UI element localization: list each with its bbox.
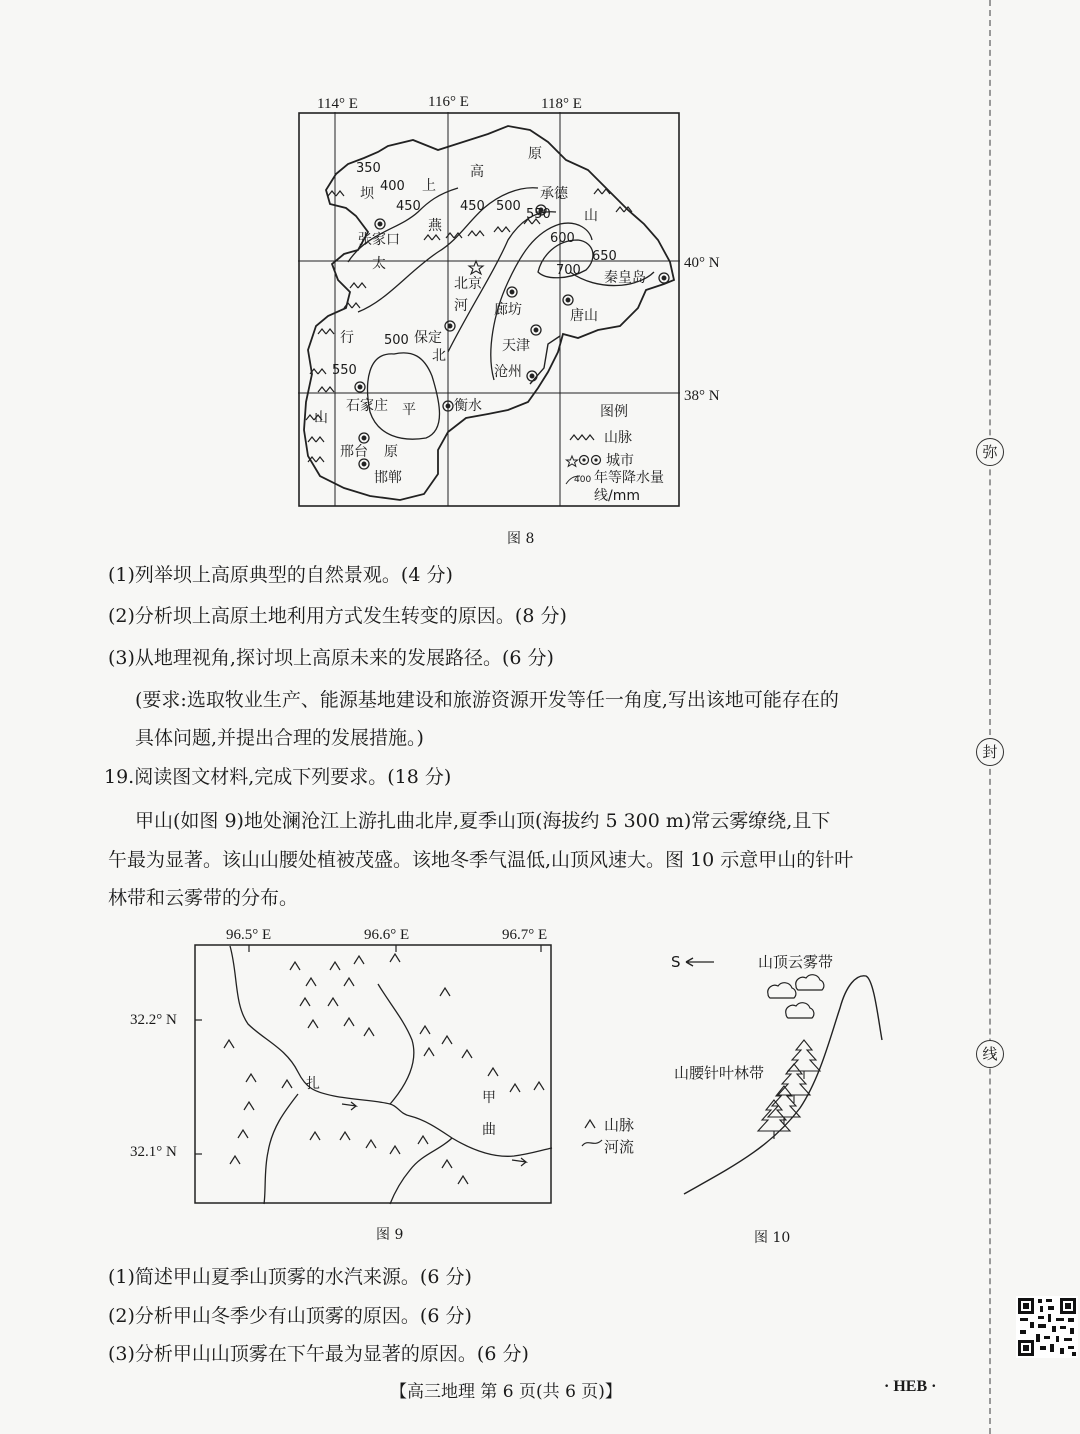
label-yan: 燕 bbox=[428, 218, 442, 234]
label-he: 河 bbox=[454, 298, 468, 314]
seal-char-xian: 线 bbox=[976, 1040, 1004, 1068]
iso-450-b: 450 bbox=[460, 199, 485, 214]
iso-550: 550 bbox=[526, 207, 551, 222]
map9-lat-321: 32.1° N bbox=[130, 1144, 177, 1160]
legend-mountain: 山脉 bbox=[604, 430, 632, 446]
label-yanshan-shan: 山 bbox=[584, 208, 598, 224]
iso-600: 600 bbox=[550, 231, 575, 246]
map8-legend bbox=[566, 404, 664, 504]
city-tangshan: 唐山 bbox=[570, 308, 598, 324]
fig10-direction-label: S bbox=[671, 953, 681, 971]
map9-legend-river: 河流 bbox=[604, 1138, 635, 1156]
fig10-forest-label: 山腰针叶林带 bbox=[674, 1064, 765, 1082]
q18-requirement-line2: 具体问题,并提出合理的发展措施。) bbox=[135, 727, 424, 749]
label-bei: 北 bbox=[432, 348, 446, 364]
legend-isohyet-line2: 线/mm bbox=[594, 488, 640, 504]
city-chengde: 承德 bbox=[540, 186, 568, 202]
q18-part1: (1)列举坝上高原典型的自然景观。(4 分) bbox=[108, 564, 453, 586]
city-handan: 邯郸 bbox=[374, 470, 402, 486]
label-yuan: 原 bbox=[528, 146, 542, 162]
map9-lon-967: 96.7° E bbox=[502, 927, 548, 943]
figure8-caption: 图 8 bbox=[507, 531, 535, 547]
q18-requirement-line1: (要求:选取牧业生产、能源基地建设和旅游资源开发等任一角度,写出该地可能存在的 bbox=[135, 689, 839, 711]
iso-350: 350 bbox=[356, 161, 381, 176]
map8-lat-40: 40° N bbox=[684, 255, 720, 271]
seal-char-mi: 弥 bbox=[976, 438, 1004, 466]
iso-650: 650 bbox=[592, 249, 617, 264]
map9-lon-965: 96.5° E bbox=[226, 927, 272, 943]
q19-title: 19.阅读图文材料,完成下列要求。(18 分) bbox=[104, 766, 452, 788]
figure9-caption: 图 9 bbox=[376, 1227, 404, 1243]
city-baoding: 保定 bbox=[414, 330, 442, 346]
map8-lon-116: 116° E bbox=[428, 94, 469, 110]
map8 bbox=[298, 112, 680, 508]
map8-lon-114: 114° E bbox=[317, 96, 358, 112]
q18-part2: (2)分析坝上高原土地利用方式发生转变的原因。(8 分) bbox=[108, 605, 567, 627]
label-ping: 平 bbox=[402, 402, 416, 418]
map8-lat-38: 38° N bbox=[684, 388, 720, 404]
seal-char-feng: 封 bbox=[976, 738, 1004, 766]
q19-part2: (2)分析甲山冬季少有山顶雾的原因。(6 分) bbox=[108, 1305, 472, 1327]
city-cangzhou: 沧州 bbox=[494, 364, 522, 380]
legend-isohyet-line1: 年等降水量 bbox=[594, 470, 664, 486]
city-qinhuangdao: 秦皇岛 bbox=[604, 270, 646, 286]
city-shijiazhuang: 石家庄 bbox=[346, 398, 388, 414]
iso-500-b: 500 bbox=[384, 333, 409, 348]
iso-550-b: 550 bbox=[332, 363, 357, 378]
map8-lon-118: 118° E bbox=[541, 96, 582, 112]
iso-700: 700 bbox=[556, 263, 581, 278]
label-tai: 太 bbox=[372, 256, 386, 272]
label-gao: 高 bbox=[470, 164, 484, 180]
legend-city: 城市 bbox=[606, 453, 634, 469]
city-langfang: 廊坊 bbox=[494, 302, 522, 318]
q19-body-line1: 甲山(如图 9)地处澜沧江上游扎曲北岸,夏季山顶(海拔约 5 300 m)常云雾缭绕,且下 bbox=[135, 810, 831, 832]
map9-lon-966: 96.6° E bbox=[364, 927, 410, 943]
iso-450-a: 450 bbox=[396, 199, 421, 214]
q19-part1: (1)简述甲山夏季山顶雾的水汽来源。(6 分) bbox=[108, 1266, 472, 1288]
label-ba: 坝 bbox=[360, 186, 374, 202]
city-xingtai: 邢台 bbox=[340, 444, 368, 460]
qr-code-icon bbox=[1016, 1296, 1078, 1358]
label-plain-yuan: 原 bbox=[384, 444, 398, 460]
city-tianjin: 天津 bbox=[502, 338, 530, 354]
label-taihang-shan: 山 bbox=[314, 410, 328, 426]
legend-title: 图例 bbox=[600, 404, 628, 420]
label-hang: 行 bbox=[340, 330, 354, 346]
map9-legend-mountain: 山脉 bbox=[604, 1116, 635, 1134]
city-beijing: 北京 bbox=[454, 276, 482, 292]
q19-part3: (3)分析甲山山顶雾在下午最为显著的原因。(6 分) bbox=[108, 1343, 529, 1365]
q19-body-line2: 午最为显著。该山山腰处植被茂盛。该地冬季气温低,山顶风速大。图 10 示意甲山的针叶 bbox=[108, 849, 854, 871]
map9 bbox=[194, 944, 554, 1206]
fig10 bbox=[660, 948, 896, 1200]
legend-isohyet-sample: 400 bbox=[574, 475, 592, 485]
river-char-qu: 曲 bbox=[482, 1122, 496, 1138]
river-char-zha: 扎 bbox=[306, 1076, 320, 1092]
river-char-jia: 甲 bbox=[482, 1090, 496, 1106]
arrow-icon bbox=[686, 958, 714, 966]
footer-page-info: 【高三地理 第 6 页(共 6 页)】 bbox=[390, 1382, 622, 1402]
map9-lat-322: 32.2° N bbox=[130, 1012, 177, 1028]
binding-line bbox=[989, 0, 991, 1434]
iso-500: 500 bbox=[496, 199, 521, 214]
city-zhangjiakou: 张家口 bbox=[358, 232, 400, 248]
label-shang: 上 bbox=[422, 178, 436, 194]
fig10-cloud-label: 山顶云雾带 bbox=[758, 953, 834, 971]
city-hengshui: 衡水 bbox=[454, 398, 482, 414]
map9-legend-symbols bbox=[580, 1114, 606, 1154]
q19-body-line3: 林带和云雾带的分布。 bbox=[108, 887, 299, 909]
footer-code: · HEB · bbox=[884, 1378, 937, 1395]
figure10-caption: 图 10 bbox=[754, 1230, 791, 1246]
iso-400: 400 bbox=[380, 179, 405, 194]
q18-part3: (3)从地理视角,探讨坝上高原未来的发展路径。(6 分) bbox=[108, 647, 554, 669]
